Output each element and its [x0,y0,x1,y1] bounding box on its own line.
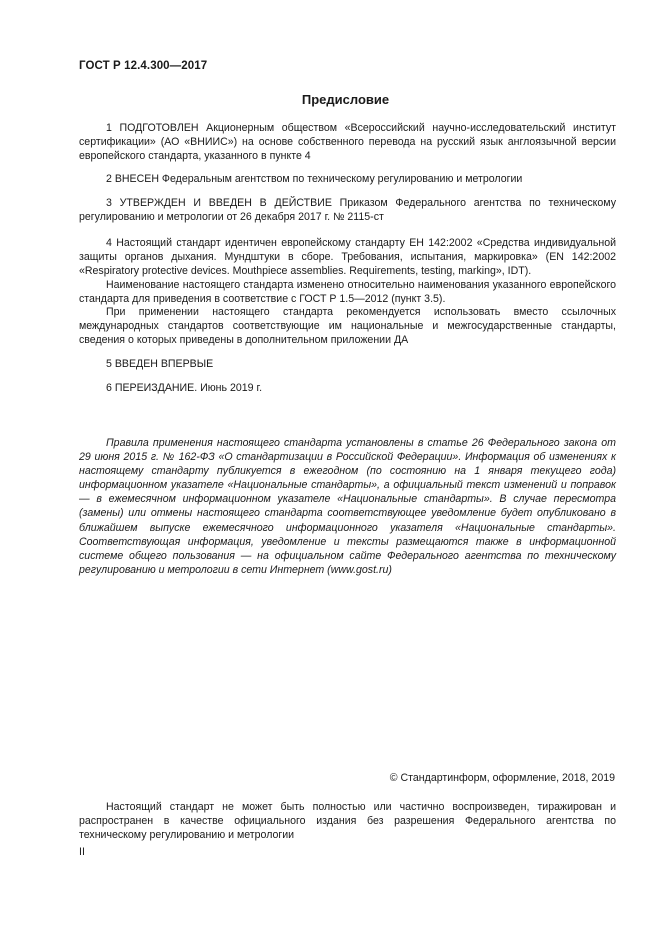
copyright-line: © Стандартинформ, оформление, 2018, 2019 [389,772,615,784]
foreword-item-4-title-note: Наименование настоящего стандарта изменено относительно наименования указанного европейского стандарта для приведения в соответствие с ГОСТ Р 1.5—2012 (пункт 3.5). [79,279,616,306]
page-title-text: Предисловие [301,92,390,107]
foreword-item-4: 4 Настоящий стандарт идентичен европейскому стандарту ЕН 142:2002 «Средства индивидуальной защиты органов дыхания. Мундштуки в сборе. Требования, испытания, маркировка» (EN 142:2002 «Respiratory protective devices. Mouthpiece assemblies. Requirements, testing, marking», IDT). [79,237,616,278]
foreword-item-4-references-note: При применении настоящего стандарта рекомендуется использовать вместо ссылочных международных стандартов соответствующие им национальные и межгосударственные стандарты, сведения о которых приведены в дополнительном приложении ДА [79,306,616,347]
foreword-item-3: 3 УТВЕРЖДЕН И ВВЕДЕН В ДЕЙСТВИЕ Приказом Федерального агентства по техническому регулированию и метрологии от 26 декабря 2017 г. № 2115-ст [79,197,616,224]
page-title [0,92,661,107]
foreword-item-6: 6 ПЕРЕИЗДАНИЕ. Июнь 2019 г. [106,382,263,394]
foreword-item-1: 1 ПОДГОТОВЛЕН Акционерным обществом «Всероссийский научно-исследовательский институт сертификации» (АО «ВНИИС») на основе собственного перевода на русский язык англоязычной версии европейского стандарта, указанного в пункте 4 [79,122,616,163]
foreword-item-2: 2 ВНЕСЕН Федеральным агентством по техническому регулированию и метрологии [106,173,523,185]
application-rules-notice: Правила применения настоящего стандарта установлены в статье 26 Федерального закона от 29 июня 2015 г. № 162-ФЗ «О стандартизации в Российской Федерации». Информация об изменениях к настоящему стандарту публикуется в ежегодном (по состоянию на 1 января текущего года) информационном указателе «Национальные стандарты», а официальный текст изменений и поправок — в ежемесячном информационном указателе «Национальные стандарты». В случае пересмотра (замены) или отмены настоящего стандарта соответствующее уведомление будет опубликовано в ближайшем выпуске ежемесячного информационного указателя «Национальные стандарты». Соответствующая информация, уведомление и тексты размещаются также в информационной системе общего пользования — на официальном сайте Федерального агентства по техническому регулированию и метрологии в сети Интернет (www.gost.ru) [79,437,616,576]
reproduction-notice: Настоящий стандарт не может быть полностью или частично воспроизведен, тиражирован и распространен в качестве официального издания без разрешения Федерального агентства по техническому регулированию и метрологии [79,801,616,842]
page-number: II [79,846,85,858]
standard-code-header: ГОСТ Р 12.4.300—2017 [79,60,208,72]
foreword-item-5: 5 ВВЕДЕН ВПЕРВЫЕ [106,358,214,370]
